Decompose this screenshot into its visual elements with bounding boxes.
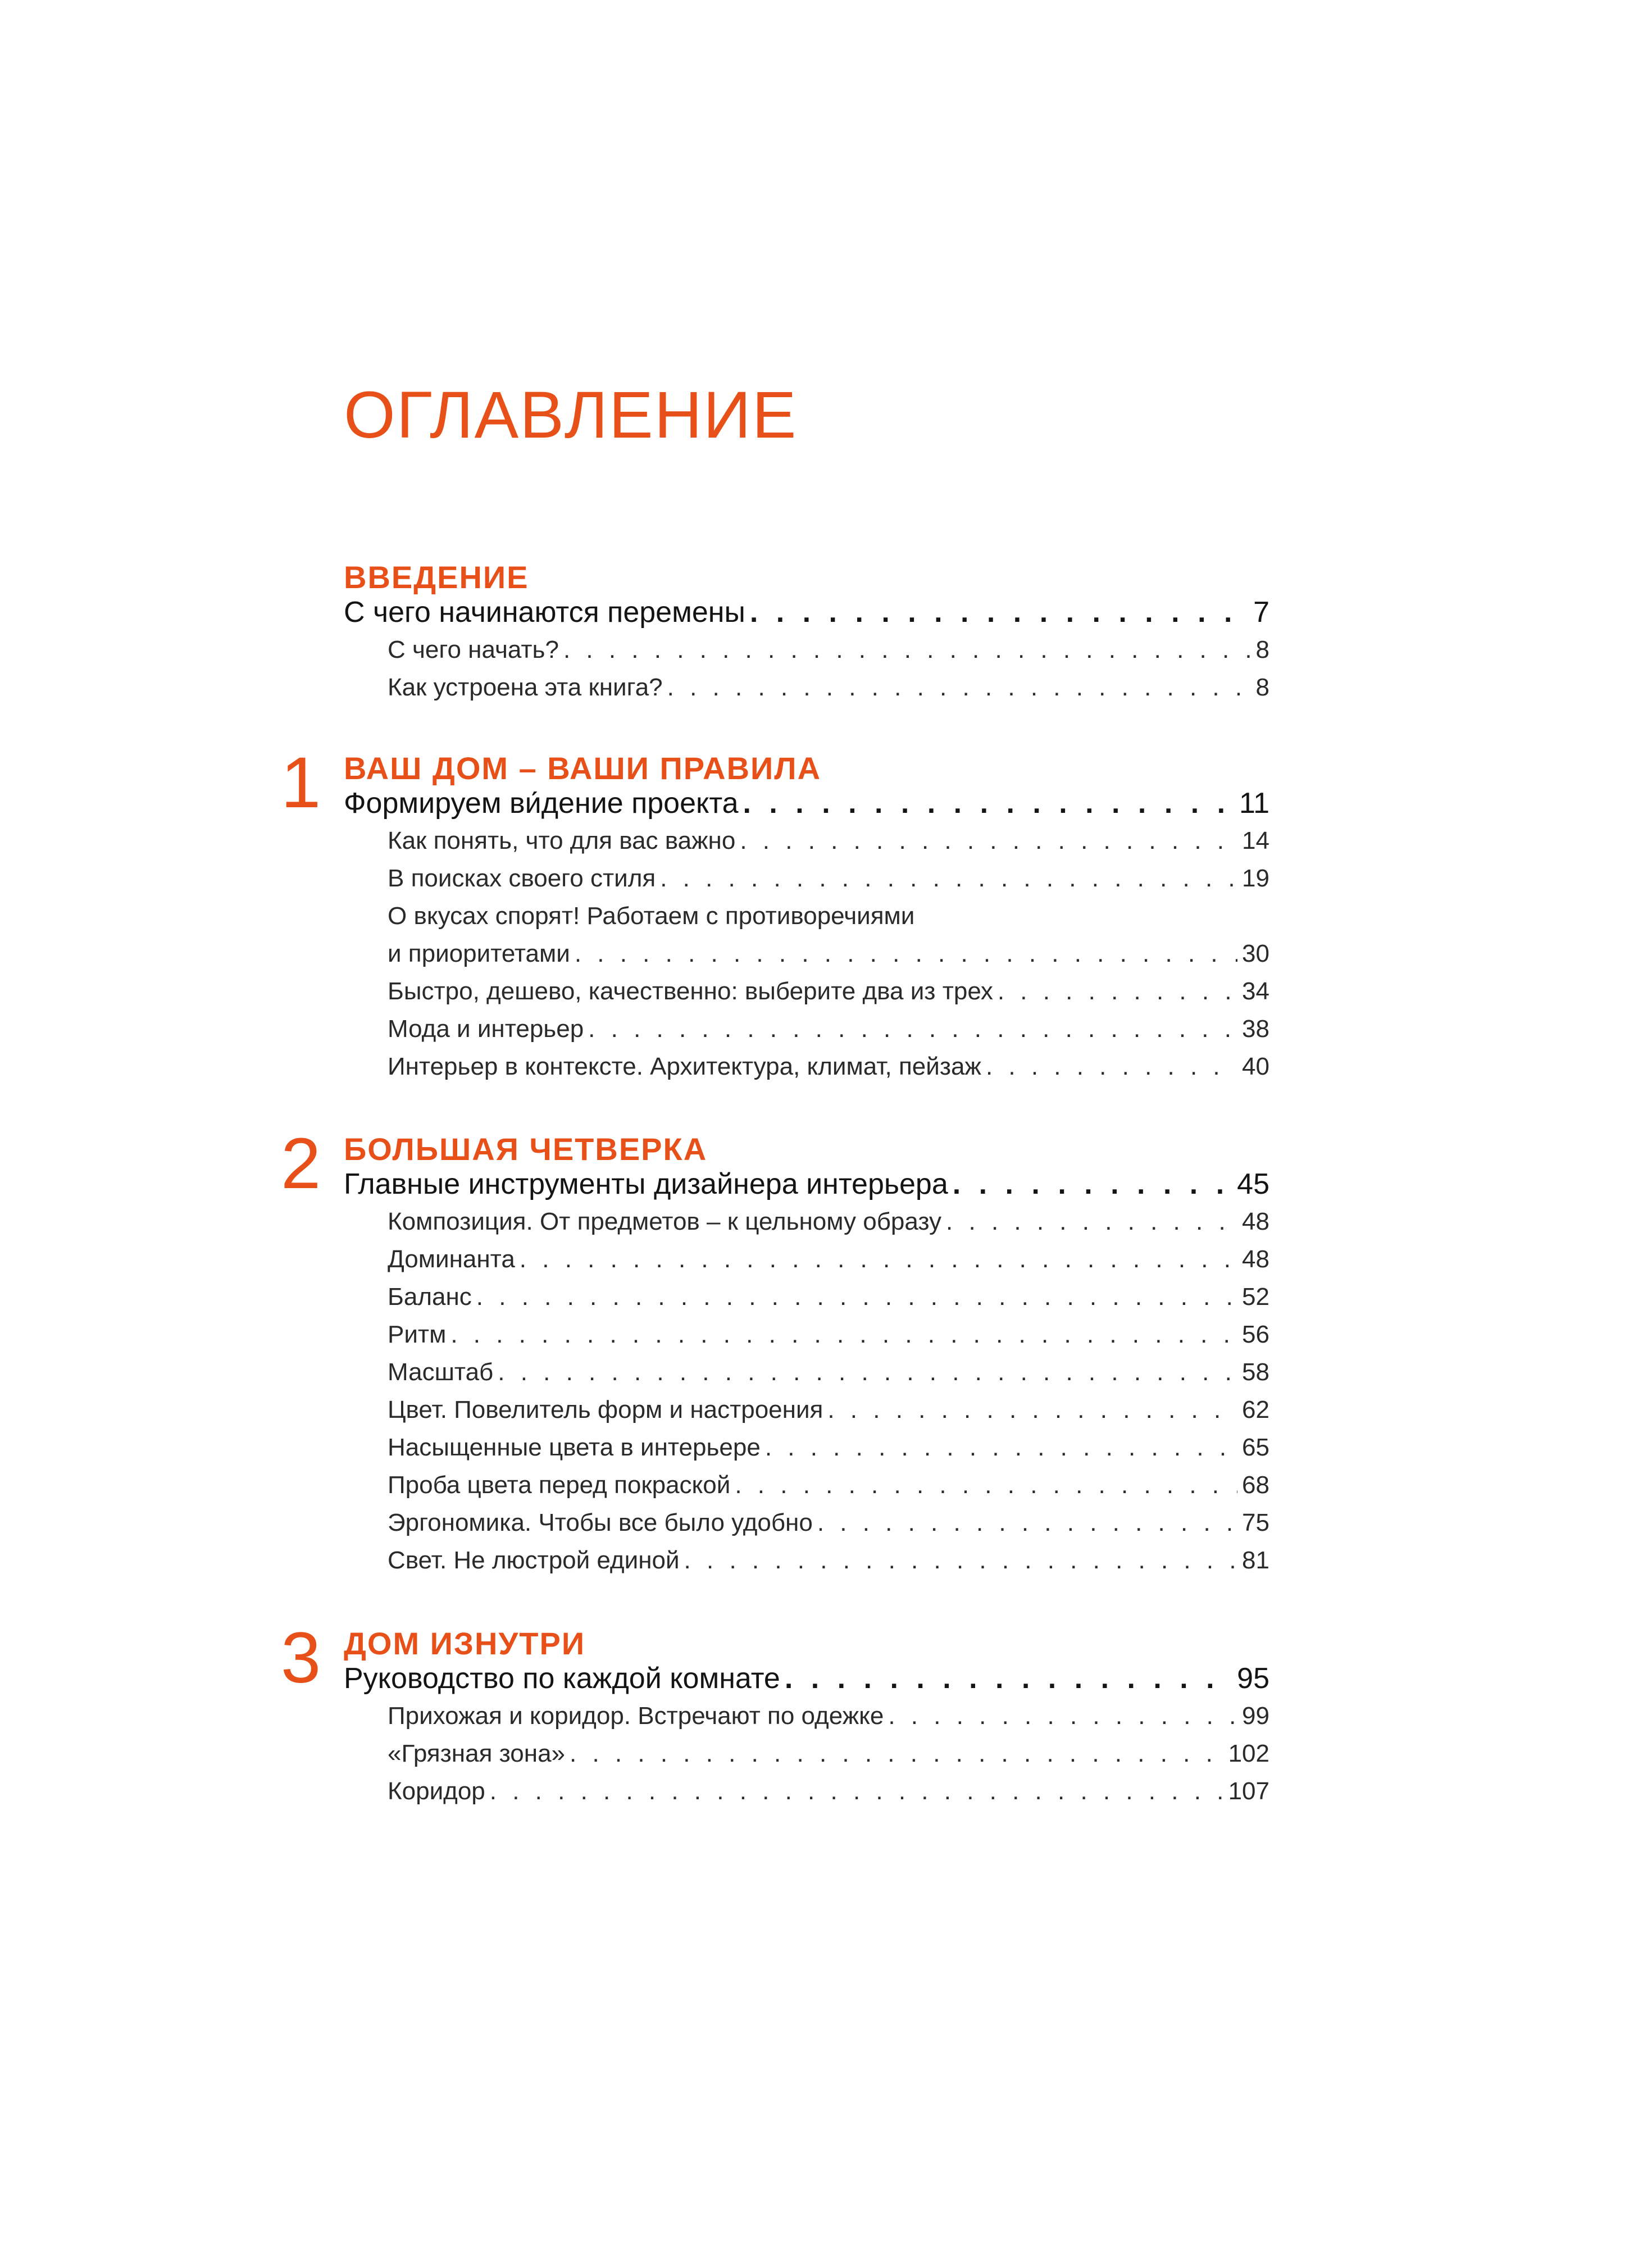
- dot-leader: [953, 1167, 1232, 1201]
- entry-title: Эргономика. Чтобы все было удобно: [388, 1509, 813, 1536]
- entry-title: Прихожая и коридор. Встречают по одежке: [388, 1702, 884, 1730]
- entry-title: Как устроена эта книга?: [388, 674, 663, 701]
- toc-entry[interactable]: [388, 674, 1269, 702]
- entry-title: С чего начать?: [388, 636, 559, 663]
- toc-entry-main[interactable]: [344, 1167, 1269, 1201]
- dot-leader: [827, 1396, 1237, 1424]
- dot-leader: [490, 1777, 1224, 1805]
- page-number: 52: [1242, 1283, 1269, 1311]
- dot-leader: [765, 1434, 1237, 1462]
- entry-title: и приоритетами: [388, 940, 570, 967]
- dot-leader: [588, 1015, 1237, 1043]
- toc-entry[interactable]: [388, 1740, 1269, 1768]
- page-number: 34: [1242, 977, 1269, 1005]
- dot-leader: [476, 1283, 1237, 1311]
- dot-leader: [570, 1740, 1224, 1768]
- page-number: 58: [1242, 1358, 1269, 1386]
- entry-title: Интерьер в контексте. Архитектура, климат, пейзаж: [388, 1053, 981, 1080]
- toc-entry-main[interactable]: [344, 786, 1269, 820]
- page-number: 38: [1242, 1015, 1269, 1043]
- toc-entry[interactable]: [388, 636, 1269, 664]
- page-number: 8: [1255, 636, 1269, 663]
- page-number: 19: [1242, 865, 1269, 892]
- section-heading: ДОМ ИЗНУТРИ: [344, 1626, 586, 1661]
- entry-title: Быстро, дешево, качественно: выберите два из трех: [388, 977, 993, 1005]
- dot-leader: [946, 1208, 1237, 1236]
- page-number: 40: [1242, 1053, 1269, 1080]
- page-number: 8: [1255, 674, 1269, 701]
- page-number: 62: [1242, 1396, 1269, 1423]
- toc-entry[interactable]: [388, 1509, 1269, 1537]
- page-number: 65: [1242, 1434, 1269, 1461]
- entry-title: Доминанта: [388, 1245, 515, 1273]
- toc-entry[interactable]: [388, 827, 1269, 855]
- toc-entry[interactable]: [388, 1777, 1269, 1805]
- dot-leader: [563, 636, 1251, 664]
- page-number: 75: [1242, 1509, 1269, 1536]
- entry-title: С чего начинаются перемены: [344, 596, 745, 629]
- dot-leader: [660, 865, 1237, 893]
- entry-title: Композиция. От предметов – к цельному образу: [388, 1208, 942, 1235]
- entry-title: Свет. Не люстрой единой: [388, 1546, 680, 1574]
- entry-title: Цвет. Повелитель форм и настроения: [388, 1396, 823, 1423]
- toc-entry[interactable]: [388, 1245, 1269, 1273]
- dot-leader: [888, 1702, 1237, 1730]
- entry-title: Насыщенные цвета в интерьере: [388, 1434, 761, 1461]
- toc-entry[interactable]: [388, 1434, 1269, 1462]
- page-title: ОГЛАВЛЕНИЕ: [344, 378, 798, 452]
- toc-entry[interactable]: [388, 1702, 1269, 1730]
- entry-title: Проба цвета перед покраской: [388, 1471, 731, 1499]
- toc-entry-main[interactable]: [344, 595, 1269, 629]
- page-number: 7: [1253, 596, 1269, 629]
- toc-entry[interactable]: [388, 1546, 1269, 1575]
- toc-entry-main[interactable]: [344, 1662, 1269, 1695]
- toc-entry[interactable]: [388, 865, 1269, 893]
- toc-entry[interactable]: [388, 1283, 1269, 1311]
- page-number: 81: [1242, 1546, 1269, 1574]
- entry-title: Ритм: [388, 1321, 447, 1348]
- page-number: 107: [1228, 1777, 1269, 1805]
- toc-entry[interactable]: [388, 1053, 1269, 1081]
- section-number: 3: [281, 1618, 321, 1698]
- page-number: 11: [1239, 787, 1269, 820]
- page-number: 95: [1237, 1662, 1269, 1695]
- dot-leader: [498, 1358, 1237, 1386]
- entry-title: Главные инструменты дизайнера интерьера: [344, 1168, 948, 1200]
- dot-leader: [667, 674, 1251, 702]
- dot-leader: [785, 1662, 1232, 1695]
- toc-entry[interactable]: [388, 1396, 1269, 1424]
- entry-title: В поисках своего стиля: [388, 865, 656, 892]
- entry-title: Формируем ви́дение проекта: [344, 787, 739, 820]
- dot-leader: [520, 1245, 1237, 1273]
- dot-leader: [743, 786, 1235, 820]
- entry-title: Коридор: [388, 1777, 485, 1805]
- page-number: 56: [1242, 1321, 1269, 1348]
- toc-entry[interactable]: [388, 940, 1269, 968]
- dot-leader: [740, 827, 1237, 855]
- section-heading: ВАШ ДОМ – ВАШИ ПРАВИЛА: [344, 750, 822, 786]
- dot-leader: [986, 1053, 1237, 1081]
- toc-entry[interactable]: [388, 977, 1269, 1006]
- toc-entry[interactable]: [388, 1471, 1269, 1499]
- page-number: 45: [1237, 1168, 1269, 1200]
- toc-entry[interactable]: [388, 1208, 1269, 1236]
- section-number: 1: [281, 743, 321, 823]
- entry-title: Как понять, что для вас важно: [388, 827, 736, 854]
- page-number: 48: [1242, 1208, 1269, 1235]
- dot-leader: [450, 1321, 1237, 1349]
- dot-leader: [735, 1471, 1237, 1499]
- page-number: 14: [1242, 827, 1269, 854]
- entry-title: Баланс: [388, 1283, 472, 1311]
- dot-leader: [750, 595, 1249, 629]
- page-number: 68: [1242, 1471, 1269, 1499]
- toc-entry[interactable]: [388, 1015, 1269, 1043]
- toc-entry[interactable]: [388, 1358, 1269, 1386]
- entry-title: Мода и интерьер: [388, 1015, 584, 1043]
- dot-leader: [575, 940, 1237, 968]
- toc-entry[interactable]: [388, 1321, 1269, 1349]
- dot-leader: [817, 1509, 1237, 1537]
- dot-leader: [684, 1546, 1238, 1575]
- dot-leader: [998, 977, 1237, 1006]
- entry-title: Масштаб: [388, 1358, 494, 1386]
- section-number: 2: [281, 1124, 321, 1204]
- section-heading: БОЛЬШАЯ ЧЕТВЕРКА: [344, 1131, 708, 1167]
- entry-title: «Грязная зона»: [388, 1740, 566, 1767]
- page-number: 102: [1228, 1740, 1269, 1767]
- toc-entry-line1[interactable]: О вкусах спорят! Работаем с противоречиями: [388, 902, 915, 930]
- page-number: 48: [1242, 1245, 1269, 1273]
- section-heading: ВВЕДЕНИЕ: [344, 560, 529, 595]
- page-number: 30: [1242, 940, 1269, 967]
- page-number: 99: [1242, 1702, 1269, 1730]
- entry-title: Руководство по каждой комнате: [344, 1662, 780, 1695]
